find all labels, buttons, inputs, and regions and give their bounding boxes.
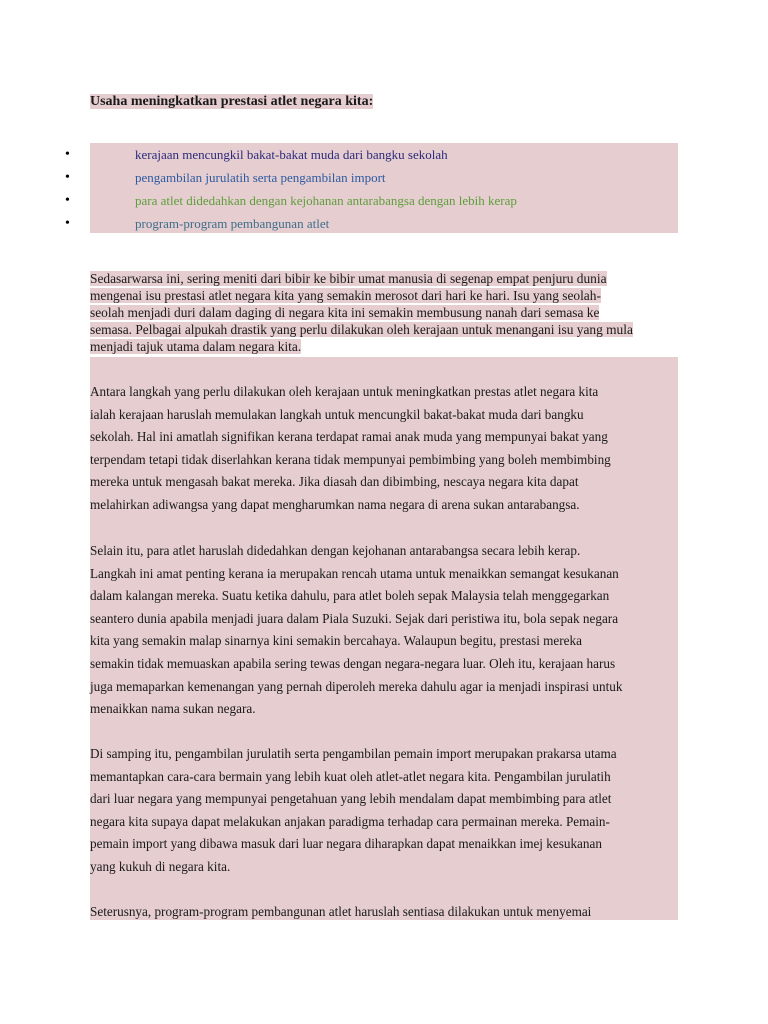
bullet-text: pengambilan jurulatih serta pengambilan import [135, 170, 386, 185]
text-line: semasa. Pelbagai alpukah drastik yang perlu dilakukan oleh kerajaan untuk menangani isu yang mula [90, 322, 633, 337]
text-line: dari luar negara yang mempunyai pengetahuan yang lebih mendalam dapat membimbing para atlet [90, 791, 612, 807]
text-line: negara kita supaya dapat melakukan anjakan paradigma terhadap cara permainan mereka. Pemain- [90, 813, 610, 829]
bullet-icon: • [65, 193, 70, 208]
intro-paragraph [90, 270, 680, 355]
list-item [65, 189, 678, 212]
paragraph-2 [90, 540, 678, 721]
heading-text: Usaha meningkatkan prestasi atlet negara kita: [90, 94, 374, 109]
text-line: melahirkan adiwangsa yang dapat mengharumkan nama negara di arena sukan antarabangsa. [90, 496, 580, 512]
list-item [65, 212, 678, 235]
paragraph-4 [90, 901, 678, 924]
text-line: Antara langkah yang perlu dilakukan oleh kerajaan untuk meningkatkan prestas atlet negara kita [90, 384, 599, 399]
text-line: seantero dunia apabila menjadi juara dalam Piala Suzuki. Sejak dari peristiwa itu, bola sepak negara [90, 610, 619, 626]
text-line: menjadi tajuk utama dalam negara kita. [90, 339, 302, 354]
paragraph-1 [90, 381, 678, 517]
text-line: menaikkan nama sukan negara. [90, 701, 256, 717]
document-heading [90, 93, 373, 111]
body-highlight [90, 357, 678, 920]
text-line: terpendam tetapi tidak diserlahkan kerana tidak mempunyai pembimbing yang boleh membimbing [90, 451, 611, 467]
paragraph-3 [90, 743, 678, 879]
bullet-icon: • [65, 147, 70, 162]
bullet-icon: • [65, 170, 70, 185]
text-line: Selain itu, para atlet haruslah didedahkan dengan kejohanan antarabangsa secara lebih kerap. [90, 543, 581, 558]
text-line: ialah kerajaan haruslah memulakan langkah untuk mencungkil bakat-bakat muda dari bangku [90, 406, 584, 422]
bullet-list [65, 143, 678, 233]
text-line: mengenai isu prestasi atlet negara kita yang semakin merosot dari hari ke hari. Isu yang seolah- [90, 288, 601, 303]
text-line: sekolah. Hal ini amatlah signifikan kerana terdapat ramai anak muda yang mempunyai bakat yang [90, 429, 608, 445]
text-line: Langkah ini amat penting kerana ia merupakan rencah utama untuk menaikkan semangat kesukanan [90, 565, 619, 581]
text-line: kita yang semakin malap sinarnya kini semakin bercahaya. Walaupun begitu, prestasi mereka [90, 633, 582, 649]
bullet-text: kerajaan mencungkil bakat-bakat muda dari bangku sekolah [135, 147, 448, 162]
text-line: seolah menjadi duri dalam daging di negara kita ini semakin membusung nanah dari semasa ke [90, 305, 600, 320]
text-line: dalam kalangan mereka. Suatu ketika dahulu, para atlet boleh sepak Malaysia telah menggegarkan [90, 588, 610, 604]
text-line: mereka untuk mengasah bakat mereka. Jika diasah dan dibimbing, nescaya negara kita dapat [90, 474, 579, 490]
text-line: Seterusnya, program-program pembangunan atlet haruslah sentiasa dilakukan untuk menyemai [90, 904, 592, 919]
text-line: Di samping itu, pengambilan jurulatih serta pengambilan pemain import merupakan prakarsa utama [90, 746, 617, 761]
bullet-icon: • [65, 216, 70, 231]
text-line: Sedasarwarsa ini, sering meniti dari bibir ke bibir umat manusia di segenap empat penjuru dunia [90, 271, 607, 286]
text-line: juga memaparkan kemenangan yang pernah diperoleh mereka dahulu agar ia menjadi inspirasi untuk [90, 678, 623, 694]
bullet-text: para atlet didedahkan dengan kejohanan antarabangsa dengan lebih kerap [135, 193, 517, 208]
text-line: memantapkan cara-cara bermain yang lebih kuat oleh atlet-atlet negara kita. Pengambilan jurulatih [90, 768, 611, 784]
text-line: yang kukuh di negara kita. [90, 858, 231, 874]
bullet-text: program-program pembangunan atlet [135, 216, 330, 231]
list-item [65, 166, 678, 189]
text-line: pemain import yang dibawa masuk dari luar negara diharapkan dapat menaikkan imej kesukanan [90, 836, 602, 852]
text-line: semakin tidak memuaskan apabila sering tewas dengan negara-negara luar. Oleh itu, kerajaan harus [90, 655, 616, 671]
list-item [65, 143, 678, 166]
